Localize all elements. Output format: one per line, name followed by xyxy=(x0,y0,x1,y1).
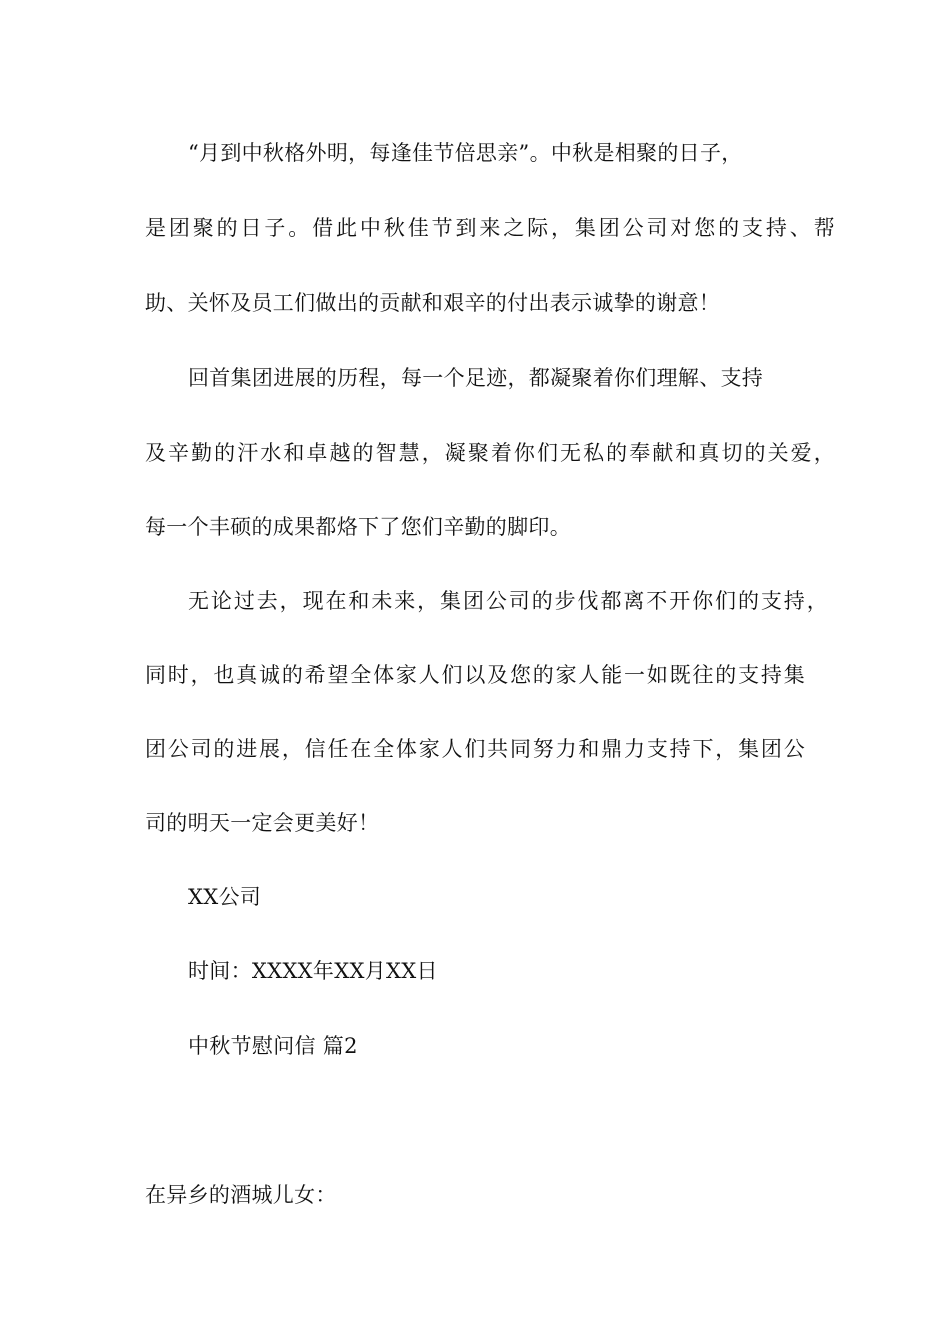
paragraph-line: “月到中秋格外明，每逢佳节倍思亲”。中秋是相聚的日子， xyxy=(188,141,743,165)
paragraph-line: 每一个丰硕的成果都烙下了您们辛勤的脚印。 xyxy=(145,515,571,539)
paragraph-line: 司的明天一定会更美好！ xyxy=(145,811,380,835)
signature-date: 时间：XXXX年XX月XX日 xyxy=(188,959,438,983)
paragraph-line: 回首集团进展的历程，每一个足迹，都凝聚着你们理解、支持 xyxy=(188,366,764,390)
paragraph-line: 无论过去，现在和未来，集团公司的步伐都离不开你们的支持， xyxy=(188,589,828,613)
paragraph-line: 团公司的进展，信任在全体家人们共同努力和鼎力支持下，集团公 xyxy=(145,737,805,761)
paragraph-line: 同时，也真诚的希望全体家人们以及您的家人能一如既往的支持集 xyxy=(145,663,805,687)
section-title: 中秋节慰问信 篇2 xyxy=(188,1034,358,1058)
paragraph-line: 助、关怀及员工们做出的贡献和艰辛的付出表示诚挚的谢意！ xyxy=(145,291,721,315)
salutation: 在异乡的酒城儿女： xyxy=(145,1183,337,1207)
paragraph-line: 及辛勤的汗水和卓越的智慧，凝聚着你们无私的奉献和真切的关爱， xyxy=(145,441,835,465)
signature-company: XX公司 xyxy=(188,885,262,909)
paragraph-line: 是团聚的日子。借此中秋佳节到来之际，集团公司对您的支持、帮 xyxy=(145,216,835,240)
